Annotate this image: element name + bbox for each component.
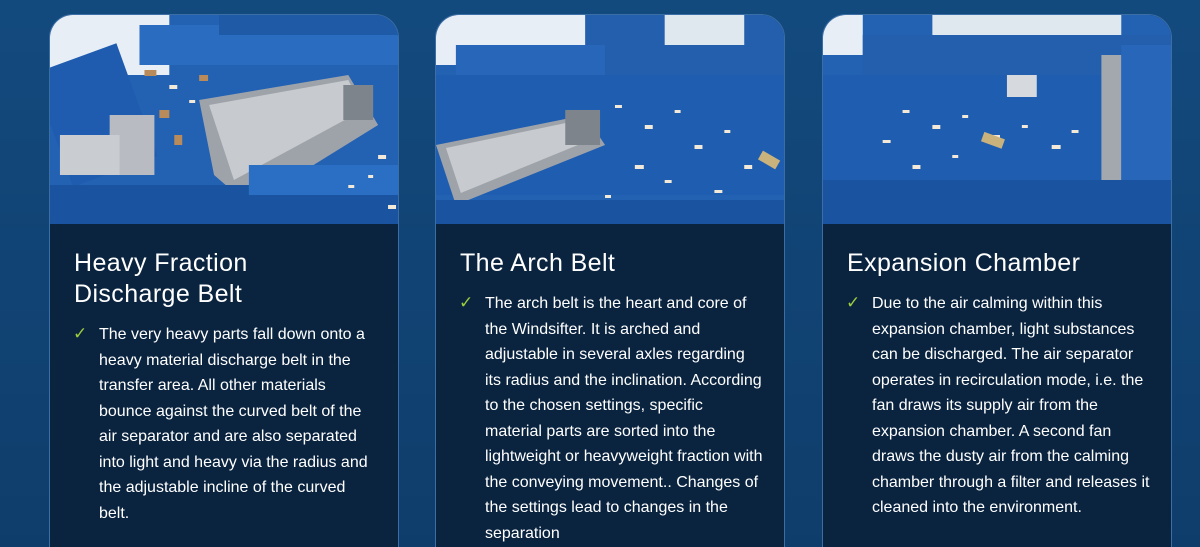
card-title [460, 248, 784, 279]
card-title [847, 248, 1171, 279]
check-icon: ✓ [73, 324, 88, 344]
card-title-line-1: Expansion Chamber [847, 249, 1081, 277]
card-bullet-list [823, 291, 1171, 521]
list-item-text: The arch belt is the heart and core of the Windsifter. It is arched and adjustable in several axles regarding its radius and the inclination. According to the chosen settings, specific material parts are sorted into the lightweight or heavyweight fraction with the conveying movement.. Changes of the settings lead to changes in the separation [485, 295, 763, 542]
card-title-line-1: Heavy Fraction [74, 249, 248, 277]
list-item-text: Due to the air calming within this expansion chamber, light substances can be discharged. The air separator operates in recirculation mode, i.e. the fan draws its supply air from the expansion chamber. A second fan draws the dusty air from the calming chamber through a filter and releases it cleaned into the environment. [872, 295, 1150, 516]
list-item-text: The very heavy parts fall down onto a heavy material discharge belt in the transfer area. All other materials bounce against the curved belt of the air separator and are also separated into light and heavy via the radius and the adjustable incline of the curved belt. [99, 326, 368, 522]
check-icon: ✓ [459, 293, 474, 313]
machine-illustration [436, 15, 784, 224]
card-title-line-1: The Arch Belt [460, 249, 616, 277]
arch-belt-image [436, 15, 784, 224]
card-title [74, 248, 398, 310]
card-title-line-2: Discharge Belt [74, 280, 243, 308]
machine-illustration [823, 15, 1171, 224]
list-item [846, 291, 1151, 521]
card-bullet-list [50, 322, 398, 526]
card-heavy-fraction [49, 14, 399, 547]
heavy-fraction-image [50, 15, 398, 224]
card-arch-belt [435, 14, 785, 547]
check-icon: ✓ [846, 293, 861, 313]
list-item [459, 291, 764, 546]
card-expansion-chamber [822, 14, 1172, 547]
list-item [73, 322, 378, 526]
machine-illustration [50, 15, 398, 224]
expansion-chamber-image [823, 15, 1171, 224]
card-bullet-list [436, 291, 784, 546]
